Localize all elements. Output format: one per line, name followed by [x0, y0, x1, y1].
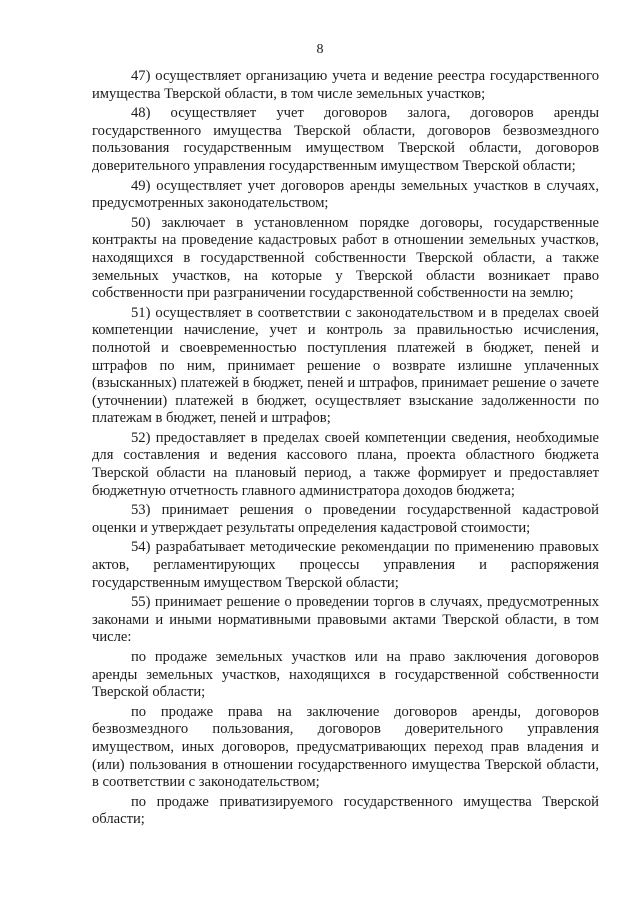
paragraph-item-54: 54) разрабатывает методические рекомендации по применению правовых актов, регламентирующих процессы управления и распоряжения государственным имуществом Тверской области; — [92, 539, 599, 591]
page-number: 8 — [316, 42, 324, 57]
paragraph-item-53: 53) принимает решения о проведении государственной кадастровой оценки и утверждает результаты определения кадастровой стоимости; — [92, 502, 599, 536]
paragraph-item-51: 51) осуществляет в соответствии с законодательством и в пределах своей компетенции начисление, учет и контроль за правильностью исчисления, полнотой и своевременностью поступления платежей в бюджет, пеней и штрафов по ним, принимает решение о возврате излишне уплаченных (взысканных) платежей в бюджет, пеней и штрафов, принимает решение о зачете (уточнении) платежей в бюджет, осуществляет взыскание задолженности по платежам в бюджет, пеней и штрафов; — [92, 304, 599, 427]
paragraph-item-52: 52) предоставляет в пределах своей компетенции сведения, необходимые для составления и ведения кассового плана, проекта областного бюджета Тверской области на плановый период, а также формирует и предоставляет бюджетную отчетность главного администратора доходов бюджета; — [92, 429, 599, 499]
paragraph-item-50: 50) заключает в установленном порядке договоры, государственные контракты на проведение кадастровых работ в отношении земельных участков, находящихся в государственной собственности Тверской области, а также земельных участков, на которые у Тверской области возникает право собственности при разграничении государственной собственности на землю; — [92, 214, 599, 302]
paragraph-item-55: 55) принимает решение о проведении торгов в случаях, предусмотренных законами и иными нормативными правовыми актами Тверской области, в том числе: — [92, 594, 599, 646]
paragraph-item-48: 48) осуществляет учет договоров залога, договоров аренды государственного имущества Тверской области, договоров безвозмездного пользования государственным имуществом Тверской области, договоров доверительного управления государственным имуществом Тверской области; — [92, 105, 599, 174]
paragraph-subitem-land-sale: по продаже земельных участков или на право заключения договоров аренды земельных участков, находящихся в государственной собственности Тверской области; — [92, 649, 599, 701]
paragraph-subitem-rights-sale: по продаже права на заключение договоров аренды, договоров безвозмездного пользования, договоров доверительного управления имуществом, иных договоров, предусматривающих переход прав владения и (или) пользования в отношении государственного имущества Тверской области, в соответствии с законодательством; — [92, 703, 599, 791]
paragraph-item-49: 49) осуществляет учет договоров аренды земельных участков в случаях, предусмотренных законодательством; — [92, 177, 599, 212]
paragraph-item-47: 47) осуществляет организацию учета и ведение реестра государственного имущества Тверской области, в том числе земельных участков; — [92, 68, 599, 102]
paragraph-subitem-privatization: по продаже приватизируемого государственного имущества Тверской области; — [92, 793, 599, 828]
document-body — [92, 68, 599, 831]
